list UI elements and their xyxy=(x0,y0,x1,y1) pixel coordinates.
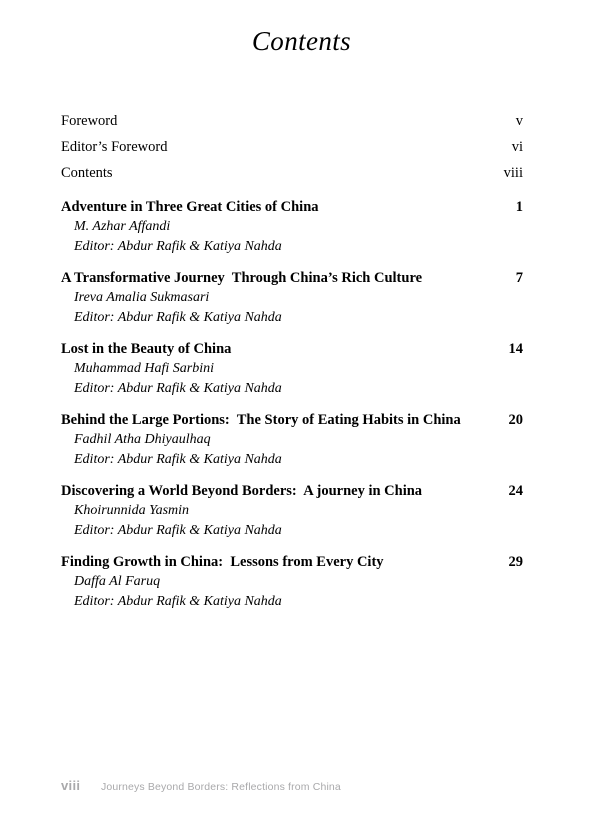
table-of-contents xyxy=(61,108,523,612)
toc-front-matter-page: vi xyxy=(511,139,523,155)
toc-entry-editor: Editor: Abdur Rafik & Katiya Nahda xyxy=(74,452,282,467)
toc-entry-title: Discovering a World Beyond Borders: A journey in China xyxy=(61,483,423,499)
toc-entry-editor: Editor: Abdur Rafik & Katiya Nahda xyxy=(74,381,282,396)
toc-front-matter-label: Foreword xyxy=(61,113,118,129)
toc-front-matter-row[interactable] xyxy=(61,134,523,160)
toc-entry-page: 20 xyxy=(508,412,523,428)
toc-entry-editor: Editor: Abdur Rafik & Katiya Nahda xyxy=(74,239,282,254)
toc-entry-author: Fadhil Atha Dhiyaulhaq xyxy=(74,432,211,447)
toc-entry[interactable] xyxy=(61,197,523,257)
footer-book-title: Journeys Beyond Borders: Reflections from China xyxy=(101,781,341,793)
toc-entry[interactable] xyxy=(61,268,523,328)
toc-entry-title: Adventure in Three Great Cities of China xyxy=(61,199,319,215)
toc-entry[interactable] xyxy=(61,339,523,399)
toc-entry-header xyxy=(61,339,523,359)
toc-front-matter-label: Contents xyxy=(61,165,113,181)
toc-entry[interactable] xyxy=(61,481,523,541)
toc-entry-page: 7 xyxy=(515,270,523,286)
toc-entry-editor: Editor: Abdur Rafik & Katiya Nahda xyxy=(74,310,282,325)
toc-entry-author: M. Azhar Affandi xyxy=(74,219,171,234)
toc-entry-page: 24 xyxy=(508,483,523,499)
toc-entry-title: Lost in the Beauty of China xyxy=(61,341,232,357)
toc-entry-page: 29 xyxy=(508,554,523,570)
toc-entry-title: Behind the Large Portions: The Story of Eating Habits in China xyxy=(61,412,461,428)
page-title: Contents xyxy=(251,26,352,56)
toc-front-matter-row[interactable] xyxy=(61,160,523,186)
toc-entry-header xyxy=(61,197,523,217)
footer-page-number: viii xyxy=(61,778,81,793)
toc-entry-title: Finding Growth in China: Lessons from Every City xyxy=(61,554,384,570)
toc-entry-author: Khoirunnida Yasmin xyxy=(74,503,190,518)
toc-entry-author: Daffa Al Faruq xyxy=(74,574,161,589)
toc-entry-author: Ireva Amalia Sukmasari xyxy=(74,290,210,305)
toc-entry-editor: Editor: Abdur Rafik & Katiya Nahda xyxy=(74,594,282,609)
toc-front-matter-row[interactable] xyxy=(61,108,523,134)
toc-entry-header xyxy=(61,481,523,501)
toc-entry-header xyxy=(61,410,523,430)
page-footer xyxy=(61,778,341,793)
toc-entry[interactable] xyxy=(61,552,523,612)
toc-entry-editor: Editor: Abdur Rafik & Katiya Nahda xyxy=(74,523,282,538)
toc-front-matter-label: Editor’s Foreword xyxy=(61,139,168,155)
toc-front-matter-page: viii xyxy=(503,165,523,181)
toc-entry-title: A Transformative Journey Through China’s Rich Culture xyxy=(61,270,423,286)
toc-entry-page: 1 xyxy=(515,199,523,215)
toc-entry-page: 14 xyxy=(508,341,523,357)
toc-front-matter-page: v xyxy=(515,113,523,129)
toc-entry[interactable] xyxy=(61,410,523,470)
toc-entry-header xyxy=(61,552,523,572)
toc-entry-header xyxy=(61,268,523,288)
toc-entry-author: Muhammad Hafi Sarbini xyxy=(74,361,214,376)
